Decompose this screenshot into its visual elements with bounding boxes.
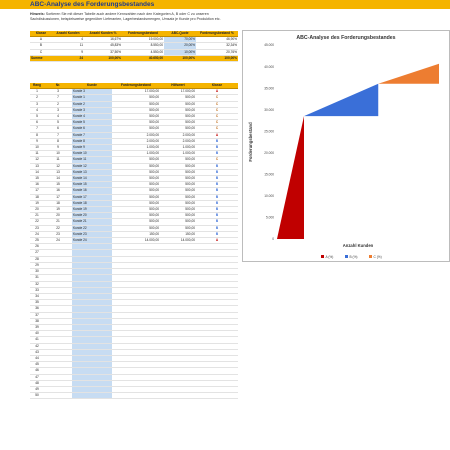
- table-cell: Kunde 6: [72, 126, 112, 132]
- table-cell: 14.000,00: [112, 238, 160, 244]
- table-cell: 500,00: [160, 95, 196, 101]
- table-row-empty: [30, 393, 238, 399]
- table-cell: 18: [44, 200, 72, 206]
- table-cell: 500,00: [112, 207, 160, 213]
- summary-header-cell: Anzahl Kunden: [52, 31, 84, 37]
- class-cell: B: [196, 213, 238, 219]
- table-cell: 500,00: [112, 194, 160, 200]
- table-cell: 25: [30, 238, 44, 244]
- class-cell: C: [196, 126, 238, 132]
- table-cell: 33: [30, 287, 44, 293]
- table-cell: 500,00: [160, 225, 196, 231]
- table-cell: 500,00: [160, 126, 196, 132]
- table-cell: Kunde 18: [72, 200, 112, 206]
- table-cell: 31: [30, 275, 44, 281]
- class-cell: B: [196, 225, 238, 231]
- y-tick-label: 40.000: [264, 64, 274, 69]
- summary-cell: 20,76%: [196, 49, 238, 55]
- summary-cell: 11: [52, 43, 84, 49]
- table-cell: 500,00: [112, 126, 160, 132]
- summary-cell: 4: [52, 37, 84, 43]
- table-cell: 17: [30, 188, 44, 194]
- summary-cell: 4.550,00: [122, 49, 164, 55]
- hint-text: Sortieren Sie mit dieser Tabelle auch andere Kennzahlen nach den Kategorien A, B oder C zu unseren Sachdiskussionen, beispielsweise gegenüber Lieferanten, Lagerbestandsmengen, Umsatz je Kunde pro Produktion etc.: [30, 12, 221, 21]
- table-cell: [160, 393, 196, 399]
- y-tick-label: 25.000: [264, 129, 274, 134]
- table-cell: Kunde 2: [72, 101, 112, 107]
- table-cell: 42: [30, 343, 44, 349]
- table-cell: 20: [30, 207, 44, 213]
- y-tick-label: 10.000: [264, 194, 274, 199]
- table-cell: Kunde 1: [72, 95, 112, 101]
- table-cell: 8: [44, 138, 72, 144]
- page-title: ABC-Analyse des Forderungsbestandes: [30, 1, 155, 8]
- table-cell: [112, 393, 160, 399]
- table-cell: 2: [30, 95, 44, 101]
- table-cell: 29: [30, 262, 44, 268]
- table-cell: 3: [44, 89, 72, 95]
- summary-cell: 16,67%: [84, 37, 122, 43]
- series-area-c: [378, 64, 439, 84]
- table-cell: 500,00: [160, 163, 196, 169]
- class-cell: B: [196, 138, 238, 144]
- class-cell: C: [196, 114, 238, 120]
- table-cell: 36: [30, 306, 44, 312]
- table-cell: 4: [30, 107, 44, 113]
- table-cell: 26: [30, 244, 44, 250]
- table-cell: 6: [30, 120, 44, 126]
- table-cell: 7: [44, 95, 72, 101]
- table-cell: 500,00: [112, 107, 160, 113]
- class-cell: C: [196, 157, 238, 163]
- title-bar: [0, 0, 450, 9]
- table-cell: Kunde 8: [72, 138, 112, 144]
- table-cell: 16: [30, 182, 44, 188]
- legend-label: A (%): [325, 254, 334, 259]
- table-cell: 3: [44, 107, 72, 113]
- table-cell: 27: [30, 250, 44, 256]
- table-cell: 10: [44, 151, 72, 157]
- table-cell: 24: [30, 231, 44, 237]
- class-cell: C: [196, 107, 238, 113]
- table-cell: Kunde 7: [72, 132, 112, 138]
- summary-header-cell: Forderungsbestand: [122, 31, 164, 37]
- summary-cell: 9: [52, 49, 84, 55]
- table-cell: 500,00: [160, 101, 196, 107]
- class-cell: B: [196, 176, 238, 182]
- table-cell: 150,00: [112, 231, 160, 237]
- table-cell: 14: [30, 169, 44, 175]
- table-cell: 48: [30, 380, 44, 386]
- table-cell: 4: [44, 114, 72, 120]
- y-tick-label: 35.000: [264, 86, 274, 91]
- summary-total-cell: 40.650,00: [122, 55, 164, 61]
- summary-total-cell: Summe: [30, 55, 52, 61]
- table-cell: 39: [30, 324, 44, 330]
- table-cell: 13: [44, 169, 72, 175]
- table-cell: 15: [44, 182, 72, 188]
- table-cell: 500,00: [112, 169, 160, 175]
- class-cell: B: [196, 231, 238, 237]
- summary-header-cell: Forderungsbestand %: [196, 31, 238, 37]
- table-cell: 30: [30, 269, 44, 275]
- class-cell: A: [196, 132, 238, 138]
- table-cell: 1.000,00: [112, 151, 160, 157]
- table-cell: 500,00: [112, 95, 160, 101]
- summary-cell: 19.000,00: [122, 37, 164, 43]
- table-cell: 17.000,00: [160, 89, 196, 95]
- table-cell: Kunde 19: [72, 207, 112, 213]
- table-cell: 2.000,00: [112, 132, 160, 138]
- table-cell: 22: [44, 225, 72, 231]
- class-cell: B: [196, 145, 238, 151]
- y-tick-label: 0: [272, 237, 274, 242]
- table-cell: 14.000,00: [160, 238, 196, 244]
- table-cell: 2.000,00: [160, 138, 196, 144]
- table-cell: Kunde 3: [72, 89, 112, 95]
- class-cell: B: [196, 188, 238, 194]
- table-cell: 500,00: [160, 200, 196, 206]
- table-cell: Kunde 5: [72, 120, 112, 126]
- legend-swatch: [369, 255, 372, 258]
- class-cell: B: [196, 194, 238, 200]
- table-cell: 500,00: [160, 207, 196, 213]
- table-cell: 44: [30, 355, 44, 361]
- summary-cell: 20,00%: [164, 43, 196, 49]
- table-cell: [72, 393, 112, 399]
- table-cell: 7: [30, 126, 44, 132]
- summary-total-cell: 100,00%: [84, 55, 122, 61]
- table-cell: 500,00: [160, 114, 196, 120]
- class-cell: B: [196, 200, 238, 206]
- table-cell: Kunde 22: [72, 225, 112, 231]
- class-cell: B: [196, 182, 238, 188]
- table-cell: 15: [30, 176, 44, 182]
- table-cell: 21: [30, 213, 44, 219]
- table-cell: 500,00: [112, 182, 160, 188]
- summary-cell: 37,50%: [84, 49, 122, 55]
- table-cell: [196, 393, 238, 399]
- table-cell: 500,00: [160, 176, 196, 182]
- table-cell: 45: [30, 362, 44, 368]
- legend-label: B (%): [349, 254, 358, 259]
- table-cell: 5: [44, 120, 72, 126]
- chart-container: [242, 30, 450, 262]
- table-cell: 500,00: [160, 120, 196, 126]
- table-cell: 11: [30, 151, 44, 157]
- class-cell: B: [196, 169, 238, 175]
- abc-chart: [243, 31, 449, 261]
- table-cell: 500,00: [112, 176, 160, 182]
- main-header-cell: Forderungsbestand: [112, 83, 160, 89]
- receivables-table: [30, 83, 238, 399]
- class-cell: B: [196, 207, 238, 213]
- summary-cell: 45,83%: [84, 43, 122, 49]
- legend-swatch: [345, 255, 348, 258]
- class-cell: C: [196, 101, 238, 107]
- main-header-cell: Kunde: [72, 83, 112, 89]
- table-cell: 34: [30, 293, 44, 299]
- table-cell: Kunde 24: [72, 238, 112, 244]
- table-cell: 18: [30, 194, 44, 200]
- table-cell: 17: [44, 194, 72, 200]
- main-header-cell: Nr.: [44, 83, 72, 89]
- table-cell: 43: [30, 349, 44, 355]
- table-cell: 16: [44, 188, 72, 194]
- y-tick-label: 45.000: [264, 43, 274, 48]
- summary-cell: 70,00%: [164, 37, 196, 43]
- table-cell: 8: [30, 132, 44, 138]
- table-cell: 21: [44, 219, 72, 225]
- table-cell: 14: [44, 176, 72, 182]
- table-cell: 500,00: [160, 213, 196, 219]
- table-cell: 12: [44, 163, 72, 169]
- table-cell: 1.000,00: [160, 151, 196, 157]
- table-cell: 500,00: [160, 219, 196, 225]
- table-cell: 1: [30, 89, 44, 95]
- table-cell: 47: [30, 374, 44, 380]
- summary-cell: B: [30, 43, 52, 49]
- summary-cell: 8.550,00: [122, 43, 164, 49]
- summary-header-cell: Klasse: [30, 31, 52, 37]
- table-cell: 7: [44, 132, 72, 138]
- x-axis-label: Anzahl Kunden: [342, 243, 374, 248]
- class-cell: B: [196, 163, 238, 169]
- summary-total-cell: 100,00%: [196, 55, 238, 61]
- table-cell: 46: [30, 368, 44, 374]
- table-cell: 500,00: [112, 101, 160, 107]
- table-cell: 19: [30, 200, 44, 206]
- class-cell: C: [196, 95, 238, 101]
- table-cell: 500,00: [112, 213, 160, 219]
- table-cell: 19: [44, 207, 72, 213]
- summary-total-row: [30, 55, 238, 61]
- table-cell: 150,00: [160, 231, 196, 237]
- y-tick-label: 5.000: [266, 215, 274, 220]
- table-cell: 24: [44, 238, 72, 244]
- table-cell: 17.000,00: [112, 89, 160, 95]
- table-cell: 2.000,00: [112, 138, 160, 144]
- summary-header-cell: Anzahl Kunden %: [84, 31, 122, 37]
- table-cell: 9: [44, 145, 72, 151]
- table-cell: 40: [30, 331, 44, 337]
- summary-cell: 46,90%: [196, 37, 238, 43]
- table-cell: 10: [30, 145, 44, 151]
- table-cell: 23: [44, 231, 72, 237]
- summary-total-cell: 100,00%: [164, 55, 196, 61]
- y-axis-label: Forderungsbestand: [248, 122, 253, 162]
- table-cell: 500,00: [112, 200, 160, 206]
- summary-cell: C: [30, 49, 52, 55]
- table-cell: 6: [44, 126, 72, 132]
- table-cell: Kunde 4: [72, 114, 112, 120]
- table-cell: 500,00: [160, 188, 196, 194]
- table-cell: Kunde 21: [72, 219, 112, 225]
- hint-label: Hinweis:: [30, 12, 45, 16]
- hint-note: [30, 12, 230, 21]
- table-cell: 500,00: [112, 163, 160, 169]
- table-cell: 35: [30, 300, 44, 306]
- main-header-cell: Klasse: [196, 83, 238, 89]
- table-cell: Kunde 15: [72, 182, 112, 188]
- table-cell: 500,00: [160, 107, 196, 113]
- y-tick-label: 20.000: [264, 150, 274, 155]
- table-cell: 500,00: [112, 225, 160, 231]
- series-area-b: [304, 84, 378, 116]
- table-cell: 500,00: [112, 157, 160, 163]
- table-cell: 12: [30, 157, 44, 163]
- summary-total-cell: 24: [52, 55, 84, 61]
- series-area-a: [277, 116, 304, 239]
- table-cell: 32: [30, 281, 44, 287]
- table-cell: 500,00: [112, 120, 160, 126]
- summary-cell: 10,00%: [164, 49, 196, 55]
- table-cell: 49: [30, 386, 44, 392]
- table-cell: 13: [30, 163, 44, 169]
- table-cell: 1.000,00: [112, 145, 160, 151]
- table-cell: 22: [30, 219, 44, 225]
- table-cell: Kunde 16: [72, 188, 112, 194]
- table-cell: Kunde 11: [72, 157, 112, 163]
- table-cell: 41: [30, 337, 44, 343]
- table-cell: Kunde 23: [72, 231, 112, 237]
- table-cell: 500,00: [160, 157, 196, 163]
- main-header-cell: Hilfswert: [160, 83, 196, 89]
- table-cell: Kunde 9: [72, 145, 112, 151]
- table-cell: 37: [30, 312, 44, 318]
- table-cell: 23: [30, 225, 44, 231]
- table-cell: 500,00: [112, 219, 160, 225]
- table-cell: 50: [30, 393, 44, 399]
- summary-cell: 32,34%: [196, 43, 238, 49]
- summary-header-cell: ABC-Quote: [164, 31, 196, 37]
- table-cell: 500,00: [160, 182, 196, 188]
- table-cell: Kunde 10: [72, 151, 112, 157]
- table-cell: 3: [30, 101, 44, 107]
- table-cell: Kunde 3: [72, 107, 112, 113]
- table-cell: Kunde 12: [72, 163, 112, 169]
- legend-swatch: [321, 255, 324, 258]
- legend-label: C (%): [373, 254, 382, 259]
- class-cell: A: [196, 238, 238, 244]
- table-cell: [44, 393, 72, 399]
- table-cell: 500,00: [160, 169, 196, 175]
- table-cell: Kunde 14: [72, 176, 112, 182]
- table-cell: 500,00: [112, 188, 160, 194]
- y-tick-label: 15.000: [264, 172, 274, 177]
- class-cell: A: [196, 89, 238, 95]
- class-cell: B: [196, 151, 238, 157]
- y-tick-label: 30.000: [264, 107, 274, 112]
- table-cell: 2.000,00: [160, 132, 196, 138]
- table-cell: 2: [44, 101, 72, 107]
- chart-title: ABC-Analyse des Forderungsbestandes: [296, 35, 396, 41]
- table-cell: 11: [44, 157, 72, 163]
- table-cell: Kunde 13: [72, 169, 112, 175]
- table-cell: 5: [30, 114, 44, 120]
- table-cell: 9: [30, 138, 44, 144]
- table-cell: Kunde 17: [72, 194, 112, 200]
- table-cell: 500,00: [160, 194, 196, 200]
- class-cell: B: [196, 219, 238, 225]
- class-cell: C: [196, 120, 238, 126]
- summary-table: [30, 31, 238, 62]
- table-cell: Kunde 20: [72, 213, 112, 219]
- table-cell: 1.000,00: [160, 145, 196, 151]
- main-header-cell: Rang: [30, 83, 44, 89]
- summary-cell: A: [30, 37, 52, 43]
- table-cell: 38: [30, 318, 44, 324]
- table-cell: 20: [44, 213, 72, 219]
- table-cell: 500,00: [112, 114, 160, 120]
- table-cell: 28: [30, 256, 44, 262]
